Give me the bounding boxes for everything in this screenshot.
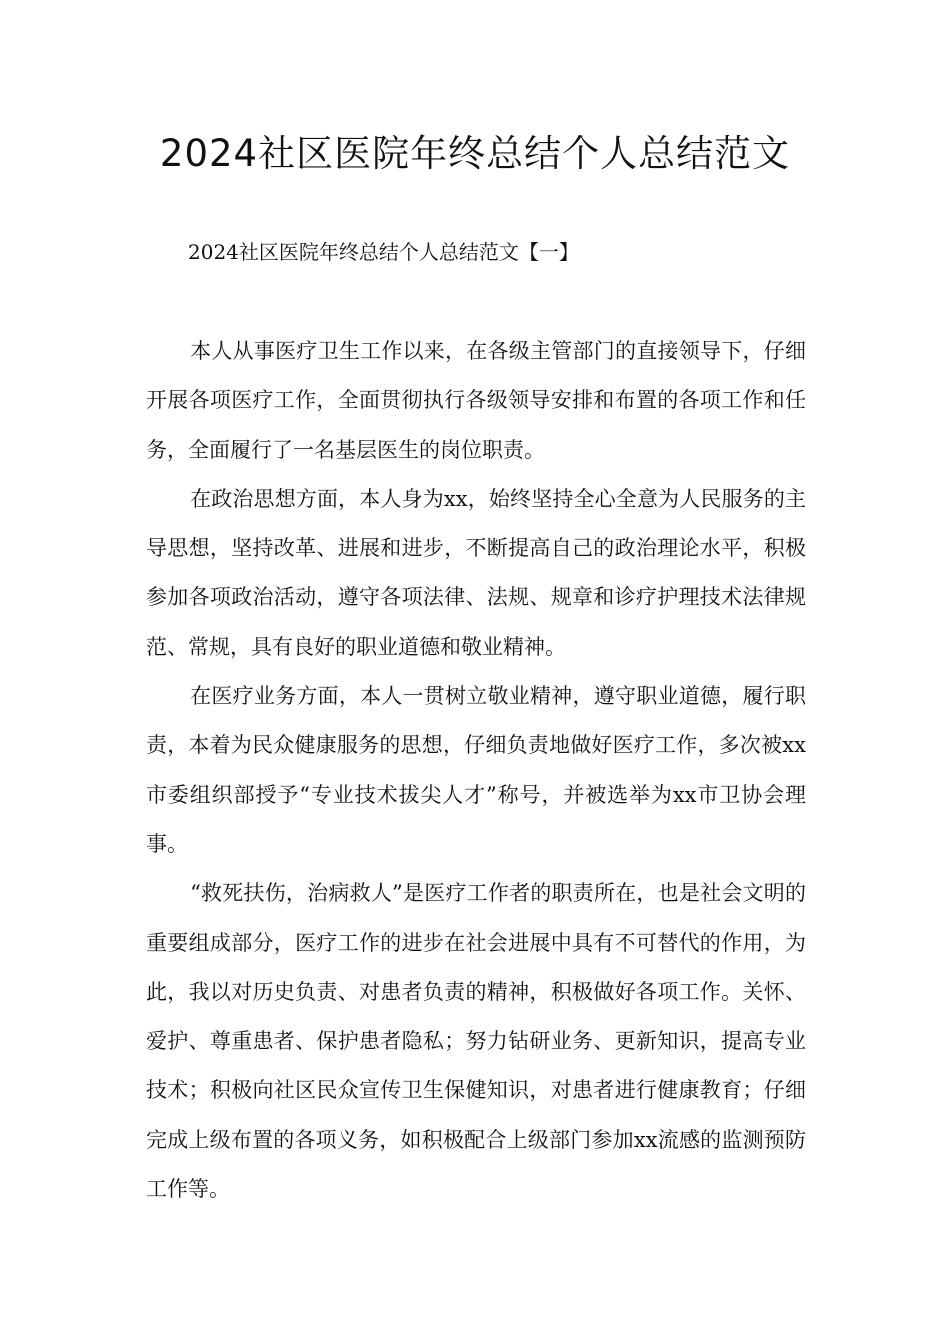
document-body: [146, 327, 806, 1214]
paragraph: 在政治思想方面，本人身为xx，始终坚持全心全意为人民服务的主导思想，坚持改革、进展和进步，不断提高自己的政治理论水平，积极参加各项政治活动，遵守各项法律、法规、规章和诊疗护理技术法律规范、常规，具有良好的职业道德和敬业精神。: [146, 486, 806, 659]
paragraph: “救死扶伤，治病救人”是医疗工作者的职责所在，也是社会文明的重要组成部分，医疗工作的进步在社会进展中具有不可替代的作用，为此，我以对历史负责、对患者负责的精神，积极做好各项工作。关怀、爱护、尊重患者、保护患者隐私；努力钻研业务、更新知识，提高专业技术；积极向社区民众宣传卫生保健知识，对患者进行健康教育；仔细完成上级布置的各项义务，如积极配合上级部门参加xx流感的监测预防工作等。: [146, 881, 806, 1202]
paragraph: 本人从事医疗卫生工作以来，在各级主管部门的直接领导下，仔细开展各项医疗工作，全面贯彻执行各级领导安排和布置的各项工作和任务，全面履行了一名基层医生的岗位职责。: [146, 339, 806, 462]
section-heading: 2024社区医院年终总结个人总结范文【一】: [188, 240, 579, 264]
paragraph: 在医疗业务方面，本人一贯树立敬业精神，遵守职业道德，履行职责，本着为民众健康服务的思想，仔细负责地做好医疗工作，多次被xx市委组织部授予“专业技术拔尖人才”称号，并被选举为xx市卫协会理事。: [146, 684, 806, 856]
document-title: 2024社区医院年终总结个人总结范文: [159, 132, 791, 175]
